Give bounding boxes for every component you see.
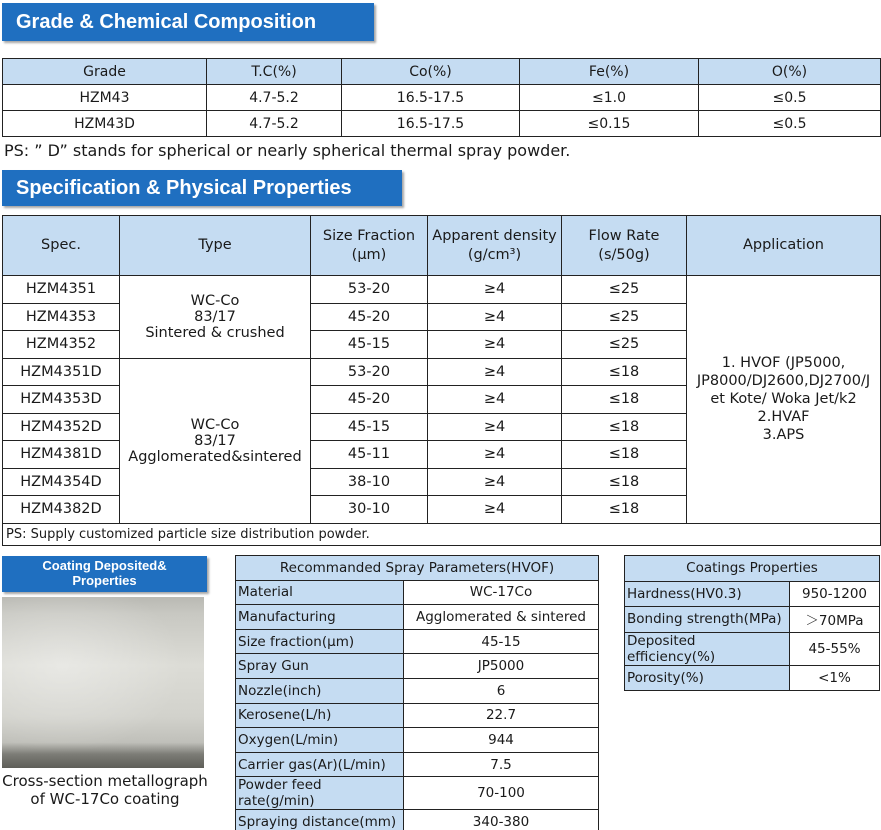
flow-cell: ≤25	[562, 331, 687, 359]
param-value: 7.5	[404, 752, 599, 777]
type-line: 83/17	[194, 432, 236, 449]
flow-cell: ≤18	[562, 496, 687, 524]
spec-cell: HZM4381D	[3, 441, 120, 469]
param-label: Oxygen(L/min)	[236, 728, 404, 753]
param-label: Spraying distance(mm)	[236, 810, 404, 830]
type-line: WC-Co	[190, 416, 240, 433]
type-line: 83/17	[194, 308, 236, 325]
property-label: Deposited efficiency(%)	[625, 632, 790, 665]
density-cell: ≥4	[428, 303, 562, 331]
spray-parameters-table	[235, 555, 599, 830]
specification-table	[2, 215, 881, 546]
param-value: Agglomerated & sintered	[404, 605, 599, 630]
properties-table-title: Coatings Properties	[625, 556, 880, 582]
param-value: 944	[404, 728, 599, 753]
flow-cell: ≤18	[562, 358, 687, 386]
table-header-row	[625, 556, 880, 582]
density-cell: ≥4	[428, 358, 562, 386]
table-row	[3, 85, 881, 111]
density-cell: ≥4	[428, 496, 562, 524]
application-line: 2.HVAF	[757, 409, 810, 426]
property-value: 45-55%	[790, 632, 880, 665]
flow-cell: ≤18	[562, 413, 687, 441]
type-line: Sintered & crushed	[145, 324, 285, 341]
property-label: Porosity(%)	[625, 665, 790, 691]
table-row	[236, 777, 599, 810]
table-row	[236, 654, 599, 679]
param-label: Nozzle(inch)	[236, 678, 404, 703]
param-value: 340-380	[404, 810, 599, 830]
header-line: (s/50g)	[598, 246, 650, 263]
table-row	[625, 665, 880, 691]
table-row	[236, 605, 599, 630]
table-cell: ≤0.15	[520, 111, 699, 137]
table-row	[625, 607, 880, 633]
header-line: (μm)	[351, 246, 387, 263]
spray-table-title: Recommanded Spray Parameters(HVOF)	[236, 556, 599, 581]
table-row	[625, 581, 880, 607]
property-value: ＞70MPa	[790, 607, 880, 633]
header-line: Size Fraction	[322, 227, 416, 244]
param-label: Carrier gas(Ar)(L/min)	[236, 752, 404, 777]
composition-table	[2, 58, 881, 137]
density-cell: ≥4	[428, 276, 562, 304]
density-cell: ≥4	[428, 413, 562, 441]
spec-cell: HZM4354D	[3, 468, 120, 496]
size-cell: 45-20	[311, 303, 428, 331]
table-note-row	[3, 523, 881, 545]
type-cell	[120, 276, 311, 359]
table-cell: 16.5-17.5	[342, 111, 520, 137]
header-line: (g/cm³)	[467, 246, 522, 263]
flow-cell: ≤18	[562, 386, 687, 414]
table-cell: ≤0.5	[699, 111, 881, 137]
application-line: 3.APS	[762, 427, 805, 444]
table-row	[236, 810, 599, 830]
spec-cell: HZM4382D	[3, 496, 120, 524]
spec-cell: HZM4353D	[3, 386, 120, 414]
param-value: 6	[404, 678, 599, 703]
header-cell	[428, 216, 562, 276]
table-cell: 4.7-5.2	[207, 111, 342, 137]
param-value: 22.7	[404, 703, 599, 728]
cross-section-image	[2, 597, 204, 768]
application-line: et Kote/ Woka Jet/k2	[710, 391, 857, 408]
application-line: JP8000/DJ2600,DJ2700/J	[696, 373, 871, 390]
section-banner-spec	[2, 170, 402, 206]
table-row	[3, 111, 881, 137]
param-value: JP5000	[404, 654, 599, 679]
table-row	[236, 728, 599, 753]
header-cell	[562, 216, 687, 276]
spec-cell: HZM4351D	[3, 358, 120, 386]
table-cell: HZM43	[3, 85, 207, 111]
header-line: Apparent density	[432, 227, 557, 244]
flow-cell: ≤25	[562, 276, 687, 304]
section-title: Grade & Chemical Composition	[16, 10, 317, 33]
size-cell: 38-10	[311, 468, 428, 496]
coating-banner	[2, 556, 207, 592]
table-row	[236, 752, 599, 777]
density-cell: ≥4	[428, 441, 562, 469]
spray-powder-note: PS: ” D” stands for spherical or nearly spherical thermal spray powder.	[4, 141, 571, 160]
header-cell: Grade	[3, 59, 207, 85]
header-cell: Co(%)	[342, 59, 520, 85]
size-cell: 53-20	[311, 358, 428, 386]
density-cell: ≥4	[428, 468, 562, 496]
property-label: Bonding strength(MPa)	[625, 607, 790, 633]
table-cell: 4.7-5.2	[207, 85, 342, 111]
custom-size-note: PS: Supply customized particle size distribution powder.	[3, 523, 881, 545]
spec-cell: HZM4352D	[3, 413, 120, 441]
section-title: Specification & Physical Properties	[16, 176, 352, 199]
size-cell: 53-20	[311, 276, 428, 304]
table-row	[236, 703, 599, 728]
header-cell: Type	[120, 216, 311, 276]
application-line: 1. HVOF (JP5000,	[721, 354, 846, 371]
param-label: Material	[236, 580, 404, 605]
header-cell: Spec.	[3, 216, 120, 276]
table-row	[625, 632, 880, 665]
section-banner-grade	[2, 3, 374, 41]
table-row	[236, 629, 599, 654]
header-cell: Application	[687, 216, 881, 276]
header-cell: T.C(%)	[207, 59, 342, 85]
table-cell: ≤1.0	[520, 85, 699, 111]
table-cell: 16.5-17.5	[342, 85, 520, 111]
type-line: Agglomerated&sintered	[128, 448, 302, 465]
param-value: 70-100	[404, 777, 599, 810]
param-label: Spray Gun	[236, 654, 404, 679]
size-cell: 30-10	[311, 496, 428, 524]
spec-cell: HZM4352	[3, 331, 120, 359]
spec-cell: HZM4353	[3, 303, 120, 331]
table-header-row	[236, 556, 599, 581]
caption-line: Cross-section metallograph	[2, 772, 208, 790]
table-row	[236, 580, 599, 605]
size-cell: 45-15	[311, 331, 428, 359]
table-header-row	[3, 59, 881, 85]
flow-cell: ≤18	[562, 468, 687, 496]
param-value: 45-15	[404, 629, 599, 654]
param-value: WC-17Co	[404, 580, 599, 605]
image-caption	[2, 772, 208, 808]
type-cell	[120, 358, 311, 523]
header-line: Flow Rate	[588, 227, 660, 244]
table-row	[3, 276, 881, 304]
application-cell	[687, 276, 881, 524]
table-row	[236, 678, 599, 703]
param-label: Size fraction(μm)	[236, 629, 404, 654]
header-cell: Fe(%)	[520, 59, 699, 85]
density-cell: ≥4	[428, 331, 562, 359]
property-value: <1%	[790, 665, 880, 691]
caption-line: of WC-17Co coating	[30, 790, 180, 808]
table-cell: HZM43D	[3, 111, 207, 137]
header-cell	[311, 216, 428, 276]
type-line: WC-Co	[190, 292, 240, 309]
param-label: Powder feed rate(g/min)	[236, 777, 404, 810]
property-value: 950-1200	[790, 581, 880, 607]
param-label: Kerosene(L/h)	[236, 703, 404, 728]
table-header-row	[3, 216, 881, 276]
header-cell: O(%)	[699, 59, 881, 85]
property-label: Hardness(HV0.3)	[625, 581, 790, 607]
density-cell: ≥4	[428, 386, 562, 414]
size-cell: 45-11	[311, 441, 428, 469]
spec-cell: HZM4351	[3, 276, 120, 304]
coatings-properties-table	[624, 555, 880, 691]
flow-cell: ≤18	[562, 441, 687, 469]
size-cell: 45-20	[311, 386, 428, 414]
flow-cell: ≤25	[562, 303, 687, 331]
table-cell: ≤0.5	[699, 85, 881, 111]
coating-title-line: Properties	[72, 573, 137, 588]
param-label: Manufacturing	[236, 605, 404, 630]
coating-title-line: Coating Deposited&	[42, 558, 167, 574]
size-cell: 45-15	[311, 413, 428, 441]
